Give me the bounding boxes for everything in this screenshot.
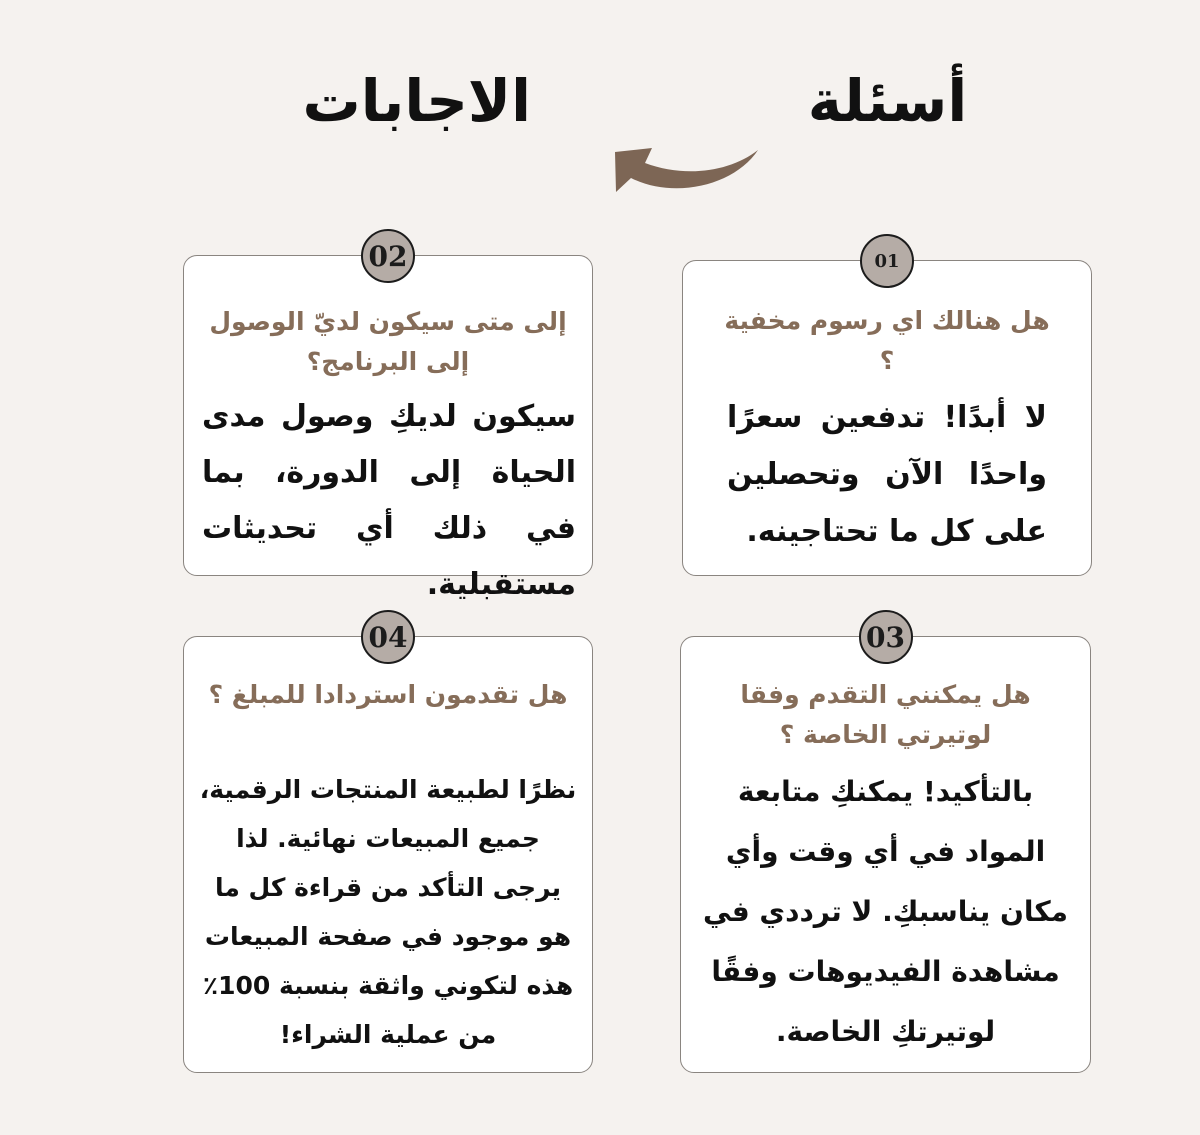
faq-card-1 — [682, 250, 1092, 576]
question-text: هل هنالك اي رسوم مخفية ؟ — [724, 306, 1050, 375]
question-text: هل تقدمون استردادا للمبلغ ؟ — [208, 680, 568, 709]
answer-text: بالتأكيد! يمكنكِ متابعة المواد في أي وقت وأي مكان يناسبكِ. لا ترددي في مشاهدة الفيديوهات وفقًا لوتيرتكِ الخاصة. — [703, 775, 1068, 1048]
answer-text: سيكون لديكِ وصول مدى الحياة إلى الدورة، بما في ذلك أي تحديثات مستقبلية. — [202, 399, 576, 602]
question-text: إلى متى سيكون لديّ الوصول إلى البرنامج؟ — [209, 307, 567, 376]
number-badge: 03 — [859, 610, 913, 664]
number-badge: 04 — [361, 610, 415, 664]
questions-heading: أسئلة — [807, 67, 968, 135]
answers-heading: الاجابات — [302, 67, 531, 135]
faq-card-2 — [183, 239, 593, 602]
faq-card-4 — [183, 620, 593, 1073]
curved-arrow-left-icon — [590, 120, 765, 200]
question-text: هل يمكنني التقدم وفقا لوتيرتي الخاصة ؟ — [740, 680, 1031, 749]
faq-card-3 — [680, 620, 1091, 1073]
number-badge: 01 — [860, 234, 914, 288]
answer-text: لا أبدًا! تدفعين سعرًا واحدًا الآن وتحصلين على كل ما تحتاجينه. — [727, 400, 1047, 549]
number-badge: 02 — [361, 229, 415, 283]
answer-text: نظرًا لطبيعة المنتجات الرقمية، جميع المبيعات نهائية. لذا يرجى التأكد من قراءة كل ما هو موجود في صفحة المبيعات هذه لتكوني واثقة بنسبة 100٪ من عملية الشراء! — [199, 775, 577, 1049]
